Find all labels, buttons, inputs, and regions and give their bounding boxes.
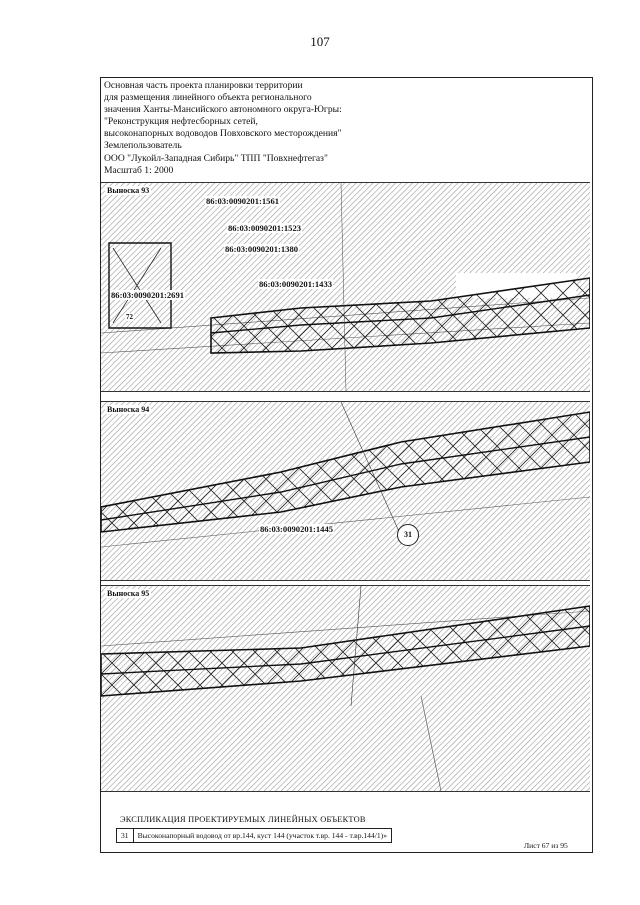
title-block [104,80,404,177]
parcel-label: 86:03:0090201:2691 [111,290,185,300]
parcel-label: 86:03:0090201:1445 [260,524,334,534]
title-line: значения Ханты-Мансийского автономного округа-Югры: [104,104,342,116]
title-line: высоконапорных водоводов Повховского месторождения" [104,128,342,140]
land-user-label: Землепользователь [104,140,182,152]
title-line: Основная часть проекта планировки территории [104,80,303,91]
explication-title: ЭКСПЛИКАЦИЯ ПРОЕКТИРУЕМЫХ ЛИНЕЙНЫХ ОБЪЕКТОВ [120,815,366,824]
explication-table [116,828,392,843]
inset-93 [101,182,590,392]
inset-95 [101,585,590,792]
row-number: 31 [117,829,134,843]
page-number: 107 [310,34,330,49]
inset-95-map [101,586,590,791]
parcel-label: 86:03:0090201:1433 [259,279,333,289]
inset-label: Выноска 93 [107,186,150,195]
parcel-label: 86:03:0090201:1561 [206,196,280,206]
table-row [117,829,392,843]
parcel-label: 86:03:0090201:1523 [228,223,302,233]
inset-label: Выноска 94 [107,405,150,414]
land-user-name: ООО "Лукойл-Западная Сибирь" ТПП "Повхнефтегаз" [104,152,328,164]
sheet-label: Лист 67 из 95 [524,841,568,850]
inset-94 [101,401,590,581]
title-line: "Реконструкция нефтесборных сетей, [104,116,258,128]
scale-label: Масштаб 1: 2000 [104,164,174,176]
parcel-label: 86:03:0090201:1380 [225,244,299,254]
inset-94-map [101,402,590,580]
inset-label: Выноска 95 [107,589,150,598]
point-marker: 72 [126,313,133,321]
inset-93-map [101,183,590,391]
title-line: для размещения линейного объекта регионального [104,92,312,104]
callout-31: 31 [397,524,419,546]
row-description: Высоконапорный водовод от вр.144, куст 144 (участок т.вр. 144 - т.вр.144/1)» [133,829,391,843]
